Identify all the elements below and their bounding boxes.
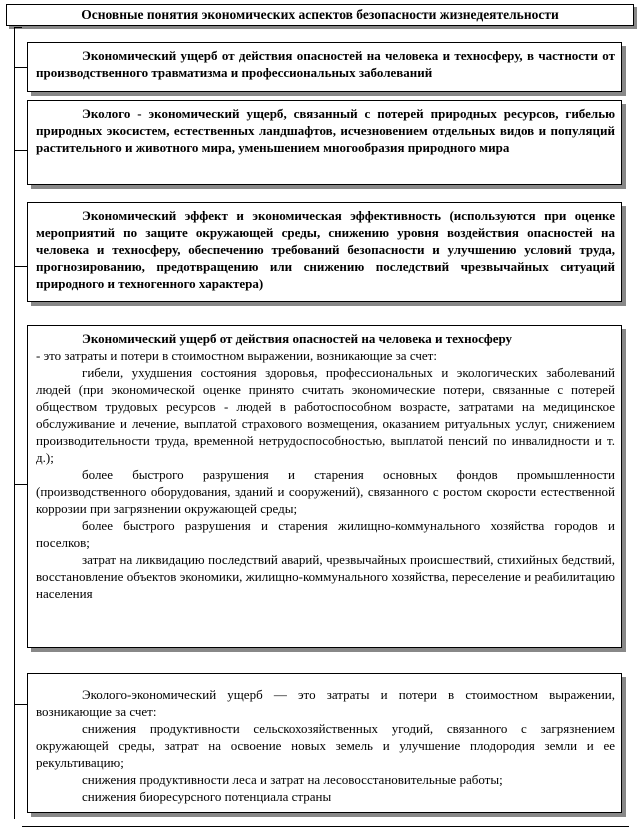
box1-text: от действия опасностей на человека и техносферу, в частности от производственного травматизма и профессиональных заболеваний xyxy=(36,48,615,80)
eco-economic-damage-detail-box xyxy=(27,673,622,813)
box3-text: (используются при оценке мероприятий по защите окружающей среды, снижению уровня воздействия опасностей на человека и техносферу, обеспечению требований безопасности и улучшению условий труда, прогнозированию, предотвращению или снижению последствий чрезвычайных ситуаций природного и техногенного характера) xyxy=(36,208,615,291)
box2-text: , связанный с потерей природных ресурсов, гибелью природных экосистем, естественных ландшафтов, исчезновением отдельных видов и популяций растительного и животного мира, уменьшением многообразия природного мира xyxy=(36,106,616,155)
connector-box4 xyxy=(14,484,27,485)
box4-item: более быстрого разрушения и старения основных фондов промышленности (производственного оборудования, зданий и сооружений), связанного с ростом скорости естественной коррозии при загрязнении окружающей среды; xyxy=(36,467,615,516)
economic-damage-box xyxy=(27,42,622,92)
box4-intro: - это затраты и потери в стоимостном выражении, возникающие за счет: xyxy=(36,348,437,363)
diagram-title: Основные понятия экономических аспектов безопасности жизнедеятельности xyxy=(6,4,634,26)
box4-item: более быстрого разрушения и старения жилищно-коммунального хозяйства городов и поселков; xyxy=(36,518,615,550)
connector-cap xyxy=(14,27,22,28)
box4-item: гибели, ухудшения состояния здоровья, профессиональных и экологических заболеваний людей (при экономической оценке принято считать экономические потери, связанные с потерей обществом трудовых ресурсов - людей в работоспособном возрасте, затратами на медицинское обслуживание и лечение, выплатой страхового возмещения, оказанием ритуальных услуг, снижением производительности труда, временной нетрудоспособностью, выплатой пенсий по инвалидности и т. д.); xyxy=(36,365,615,465)
connector-box1 xyxy=(14,67,27,68)
eco-economic-damage-box xyxy=(27,100,622,185)
box5-item: снижения продуктивности леса и затрат на лесовосстановительные работы; xyxy=(82,772,503,787)
box2-term: Эколого - экономический ущерб xyxy=(82,106,284,121)
economic-damage-detail-box xyxy=(27,325,622,648)
connector-box5 xyxy=(14,704,27,705)
connector-box2 xyxy=(14,150,27,151)
box5-item: снижения биоресурсного потенциала страны xyxy=(82,789,332,804)
box5-intro: Эколого-экономический ущерб — это затраты и потери в стоимостном выражении, возникающие за счет: xyxy=(36,687,615,719)
box1-term: Экономический ущерб xyxy=(82,48,218,63)
box5-item: снижения продуктивности сельскохозяйственных угодий, связанного с загрязнением окружающей среды, затрат на освоение новых земель и улучшение плодородия земли и ее рекультивацию; xyxy=(36,721,615,770)
box4-heading: Экономический ущерб от действия опасностей на человека и техносферу xyxy=(82,331,513,346)
connector-spine xyxy=(14,27,15,819)
box3-term: Экономический эффект и экономическая эффективность xyxy=(82,208,441,223)
connector-box3 xyxy=(14,266,27,267)
box4-item: затрат на ликвидацию последствий аварий, чрезвычайных происшествий, стихийных бедствий, восстановление объектов экономики, жилищно-коммунального хозяйства, переселение и реабилитацию населения xyxy=(36,552,615,601)
bottom-rule xyxy=(22,826,629,827)
economic-effect-box xyxy=(27,202,622,302)
